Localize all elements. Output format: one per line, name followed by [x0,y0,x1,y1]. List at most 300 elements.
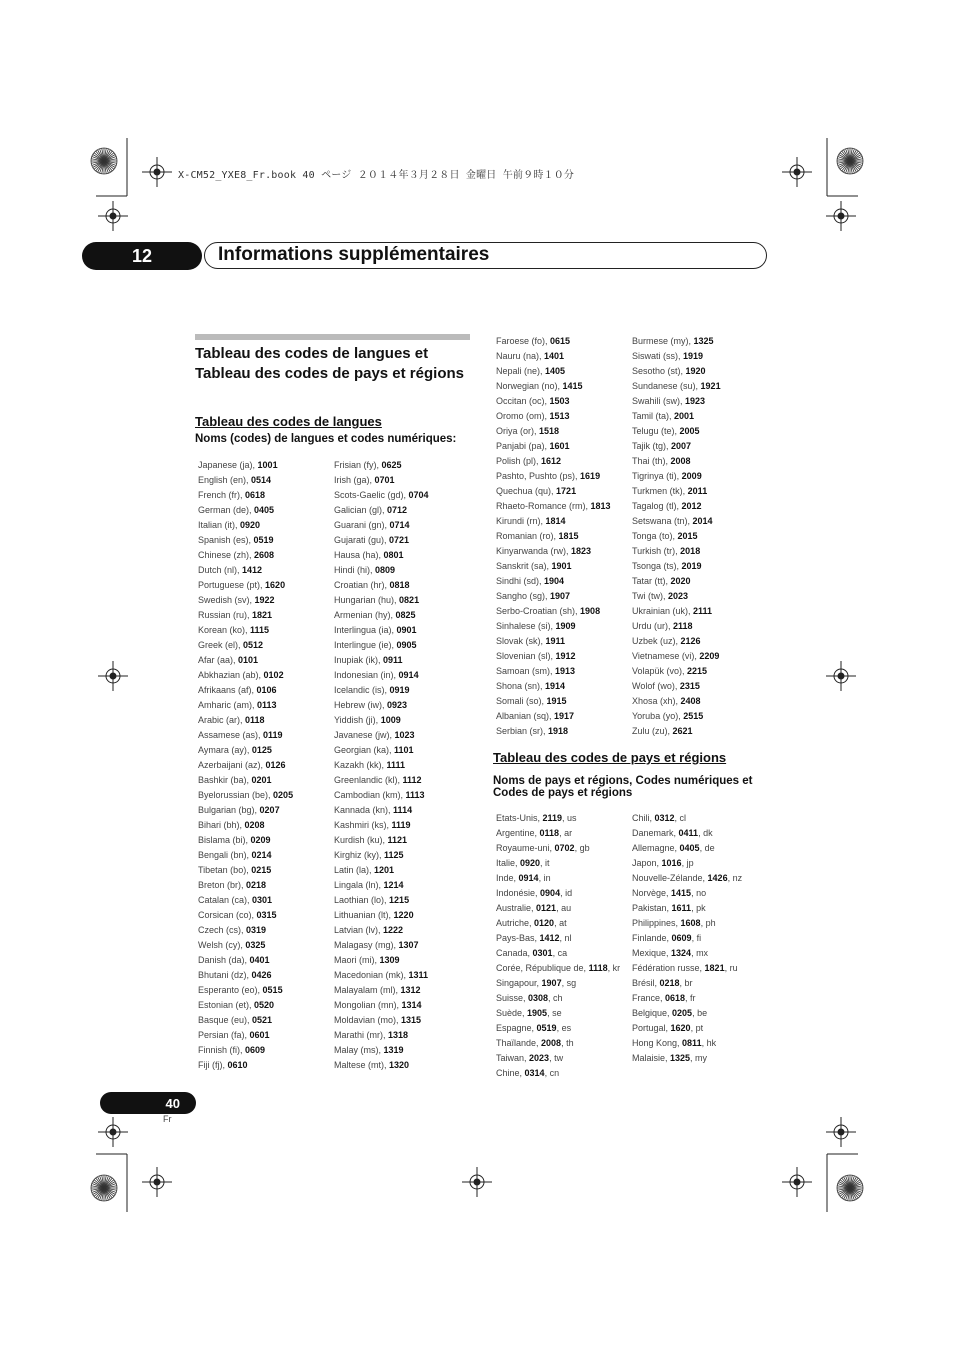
language-item [198,863,293,878]
language-item-label: Lithuanian (lt), [334,910,394,920]
country-item-code: 0920 [520,858,541,868]
language-item [198,923,293,938]
language-item-label: Welsh (cy), [198,940,246,950]
language-item-label: Wolof (wo), [632,681,680,691]
language-item-code: 2008 [670,456,691,466]
language-item-label: Norwegian (no), [496,381,563,391]
language-item [198,743,293,758]
language-item [632,409,721,424]
language-item-label: Yoruba (yo), [632,711,684,721]
language-item-code: 0704 [408,490,429,500]
language-item-label: Hungarian (hu), [334,595,400,605]
language-item [334,488,429,503]
language-item-label: Malay (ms), [334,1045,384,1055]
language-item [496,499,611,514]
country-item-abbr: , ar [559,828,573,838]
language-item-code: 1113 [405,790,425,800]
language-item [496,589,611,604]
country-item-code: 1905 [527,1008,548,1018]
country-item [632,886,742,901]
language-item [632,694,721,709]
language-item [334,743,429,758]
chapter-title: Informations supplémentaires [218,244,490,265]
language-item [334,713,429,728]
country-item-label: Finlande, [632,933,672,943]
language-item [632,514,721,529]
country-item-abbr: , it [540,858,550,868]
language-item-code: 0625 [381,460,402,470]
language-item-label: Turkish (tr), [632,546,681,556]
registration-crosshair-icon [98,1117,128,1147]
language-item-label: Marathi (mr), [334,1030,388,1040]
language-item [334,758,429,773]
language-item-label: Kashmiri (ks), [334,820,392,830]
language-item-label: Bashkir (ba), [198,775,252,785]
language-item-code: 1214 [383,880,404,890]
country-item [632,856,742,871]
language-item-code: 1415 [562,381,583,391]
language-item-code: 0618 [245,490,266,500]
language-item-label: Sindhi (sd), [496,576,545,586]
language-item-label: Hausa (ha), [334,550,384,560]
language-item-label: Dutch (nl), [198,565,243,575]
country-item-abbr: , cn [544,1068,560,1078]
language-item-label: Turkmen (tk), [632,486,688,496]
language-item-label: Telugu (te), [632,426,680,436]
language-item-label: Serbian (sr), [496,726,549,736]
language-item-code: 1309 [379,955,400,965]
language-item-label: Setswana (tn), [632,516,693,526]
page-language: Fr [163,1114,172,1124]
country-list-col2 [632,811,742,1066]
country-item-code: 2008 [541,1038,562,1048]
language-item [496,634,611,649]
language-item-code: 1918 [548,726,569,736]
country-item-label: Norvège, [632,888,672,898]
language-item-label: Catalan (ca), [198,895,253,905]
language-item [632,424,721,439]
language-item [198,818,293,833]
language-item-code: 1919 [683,351,704,361]
language-item-code: 0615 [550,336,571,346]
language-item-code: 0609 [245,1045,266,1055]
country-item [496,841,620,856]
language-item-code: 0301 [252,895,273,905]
language-item [632,679,721,694]
language-item [334,1013,429,1028]
language-item-code: 1913 [555,666,576,676]
language-item-code: 1114 [393,805,413,815]
language-item-label: Chinese (zh), [198,550,255,560]
registration-sunburst-icon [837,148,863,174]
language-item-code: 0101 [238,655,259,665]
language-item-label: Pashto, Pushto (ps), [496,471,581,481]
country-item [632,841,742,856]
page-number: 40 [100,1092,196,1114]
country-item [632,961,742,976]
country-item-code: 0904 [540,888,561,898]
country-item-abbr: , de [699,843,715,853]
country-item [632,991,742,1006]
language-item-label: Japanese (ja), [198,460,258,470]
language-item-code: 0215 [251,865,272,875]
language-item-code: 2007 [671,441,692,451]
language-item [632,589,721,604]
language-item-code: 0113 [257,700,277,710]
language-item-code: 2408 [680,696,701,706]
country-item-code: 0301 [532,948,553,958]
language-item [632,664,721,679]
language-item-label: Galician (gl), [334,505,388,515]
language-item-code: 1405 [545,366,566,376]
language-item [632,379,721,394]
country-item-label: Canada, [496,948,533,958]
language-item-label: Occitan (oc), [496,396,550,406]
language-item-code: 1518 [539,426,560,436]
language-item-label: Uzbek (uz), [632,636,681,646]
language-list-col1 [198,458,293,1073]
language-item-code: 0426 [251,970,272,980]
language-item-label: Hebrew (iw), [334,700,388,710]
registration-crosshair-icon [462,1167,492,1197]
language-item [496,394,611,409]
country-item [496,946,620,961]
language-item-code: 1121 [387,835,408,845]
language-item [496,454,611,469]
language-item-code: 1911 [545,636,566,646]
country-item [632,871,742,886]
language-item-code: 2215 [687,666,708,676]
language-item-label: Bengali (bn), [198,850,252,860]
language-item-label: Siswati (ss), [632,351,684,361]
language-item-code: 0801 [383,550,404,560]
language-item-label: Amharic (am), [198,700,258,710]
language-item [334,893,429,908]
language-list-col3 [496,334,611,739]
language-item-label: Interlingue (ie), [334,640,397,650]
language-item [334,878,429,893]
language-item [334,638,429,653]
language-item-label: Panjabi (pa), [496,441,550,451]
language-item-code: 2018 [680,546,701,556]
language-item-code: 0919 [389,685,410,695]
language-item-label: Russian (ru), [198,610,253,620]
language-item [334,908,429,923]
language-item [334,818,429,833]
country-item [496,901,620,916]
language-item-label: Inupiak (ik), [334,655,384,665]
language-item [198,893,293,908]
language-item-code: 1601 [549,441,570,451]
country-item-abbr: , se [547,1008,562,1018]
language-item-code: 1901 [551,561,572,571]
country-item-abbr: , in [538,873,551,883]
country-item-label: Japon, [632,858,662,868]
language-item-label: Swedish (sv), [198,595,255,605]
language-item-code: 1315 [401,1015,422,1025]
language-item [198,623,293,638]
language-item [334,1058,429,1073]
language-item-label: Tibetan (bo), [198,865,252,875]
language-item-label: Afar (aa), [198,655,239,665]
language-item-label: Vietnamese (vi), [632,651,700,661]
language-item-code: 1215 [389,895,410,905]
language-item [496,664,611,679]
language-item [496,379,611,394]
country-item [496,1051,620,1066]
language-item-code: 2111 [693,606,713,616]
language-item-label: Kirundi (rn), [496,516,546,526]
language-item-code: 0825 [395,610,416,620]
language-item-label: Guarani (gn), [334,520,390,530]
country-item-abbr: , nz [727,873,743,883]
country-item [496,976,620,991]
language-item [496,439,611,454]
language-item-code: 1914 [545,681,566,691]
language-item-code: 0905 [396,640,417,650]
language-item-code: 2209 [699,651,720,661]
language-item [198,758,293,773]
country-item-abbr: , dk [698,828,713,838]
country-list-col1 [496,811,620,1081]
language-item-code: 1320 [389,1060,410,1070]
language-item-code: 1923 [685,396,706,406]
language-item [334,968,429,983]
language-item-code: 1314 [401,1000,422,1010]
language-item [632,544,721,559]
country-item-code: 0405 [679,843,700,853]
country-item-code: 0519 [536,1023,557,1033]
country-item-abbr: , hk [701,1038,717,1048]
language-item [496,574,611,589]
language-item-code: 1908 [580,606,601,616]
country-item-abbr: , ch [548,993,563,1003]
language-item-code: 1921 [700,381,721,391]
country-item-label: Inde, [496,873,519,883]
language-item-code: 0714 [389,520,410,530]
language-item-label: Czech (cs), [198,925,247,935]
language-item-code: 0519 [253,535,274,545]
language-item-label: Scots-Gaelic (gd), [334,490,409,500]
country-item-code: 0618 [665,993,686,1003]
country-item [496,871,620,886]
language-item-code: 0520 [254,1000,275,1010]
language-item-code: 1023 [394,730,415,740]
language-item [496,649,611,664]
language-item-code: 1922 [254,595,275,605]
country-item-abbr: , nl [559,933,572,943]
language-item-label: Xhosa (xh), [632,696,681,706]
country-item-code: 0411 [678,828,699,838]
language-item-code: 1619 [580,471,601,481]
country-item-code: 0609 [671,933,692,943]
language-item [496,694,611,709]
country-item-label: Australie, [496,903,537,913]
language-item [198,533,293,548]
country-item-label: Singapour, [496,978,542,988]
country-item [632,931,742,946]
language-item-label: Cambodian (km), [334,790,406,800]
language-item-code: 0201 [251,775,272,785]
language-item-label: Sinhalese (si), [496,621,556,631]
language-item-label: Slovak (sk), [496,636,546,646]
language-item-code: 0923 [387,700,408,710]
language-item-label: Byelorussian (be), [198,790,274,800]
language-item [334,593,429,608]
countries-description: Noms de pays et régions, Codes numériques et Codes de pays et régions [493,775,753,799]
country-item-code: 1907 [541,978,562,988]
language-item-code: 1401 [544,351,565,361]
language-item-code: 1115 [250,625,270,635]
country-item-label: Thaïlande, [496,1038,542,1048]
country-item-code: 2119 [542,813,563,823]
language-item-label: Icelandic (is), [334,685,390,695]
language-item [632,604,721,619]
language-item-code: 0515 [262,985,283,995]
language-item-code: 1222 [383,925,404,935]
language-item-label: Esperanto (eo), [198,985,263,995]
language-item-code: 1721 [556,486,577,496]
language-item-label: Sangho (sg), [496,591,551,601]
country-item-code: 0702 [554,843,575,853]
language-item [198,608,293,623]
country-item-abbr: , be [692,1008,708,1018]
language-item-label: Moldavian (mo), [334,1015,402,1025]
country-item-abbr: , id [560,888,573,898]
language-item-label: Georgian (ka), [334,745,395,755]
country-item-code: 1611 [671,903,692,913]
language-item-label: Burmese (my), [632,336,694,346]
language-item-code: 0126 [265,760,286,770]
language-item-code: 0102 [263,670,284,680]
language-item [496,604,611,619]
language-item [632,364,721,379]
language-item-label: Somali (so), [496,696,547,706]
language-item-code: 1912 [555,651,576,661]
country-item-abbr: , jp [681,858,694,868]
language-item-code: 0401 [249,955,270,965]
language-item [334,503,429,518]
country-item-code: 0914 [518,873,539,883]
section-divider [195,334,470,340]
language-item-label: Latvian (lv), [334,925,384,935]
language-item [198,1028,293,1043]
language-item [334,938,429,953]
language-item-label: Javanese (jw), [334,730,395,740]
language-item-code: 0809 [375,565,396,575]
language-item [198,548,293,563]
country-item-label: Chili, [632,813,655,823]
language-item-code: 2009 [681,471,702,481]
country-item-label: Corée, République de, [496,963,589,973]
country-item-abbr: , pk [691,903,706,913]
language-item-label: Gujarati (gu), [334,535,390,545]
language-item [198,848,293,863]
language-item-code: 1111 [386,760,406,770]
language-item-label: Volapük (vo), [632,666,688,676]
language-item-label: Bulgarian (bg), [198,805,260,815]
language-item [198,503,293,518]
language-item-label: Urdu (ur), [632,621,674,631]
country-item-label: Allemagne, [632,843,680,853]
language-item-label: Swahili (sw), [632,396,686,406]
language-item-code: 0512 [243,640,264,650]
country-item-label: Nouvelle-Zélande, [632,873,708,883]
language-item [198,668,293,683]
language-item-label: Tatar (tt), [632,576,671,586]
language-item [334,608,429,623]
language-item [632,559,721,574]
language-item [334,623,429,638]
language-item [496,559,611,574]
language-item-label: Greenlandic (kl), [334,775,403,785]
language-item [496,529,611,544]
language-item [334,788,429,803]
language-item [334,563,429,578]
country-item-label: Royaume-uni, [496,843,555,853]
language-item-label: Albanian (sq), [496,711,555,721]
language-item-label: Armenian (hy), [334,610,396,620]
language-item [496,364,611,379]
country-item-code: 1324 [671,948,692,958]
language-item [334,803,429,818]
country-item [496,1066,620,1081]
language-item [334,683,429,698]
language-item-code: 2515 [683,711,704,721]
language-item [334,848,429,863]
language-item-code: 0207 [259,805,280,815]
language-item [632,634,721,649]
language-item [632,394,721,409]
language-item-label: Rhaeto-Romance (rm), [496,501,591,511]
language-item-code: 2126 [680,636,701,646]
language-item [198,578,293,593]
language-item-code: 1125 [384,850,404,860]
language-item-label: Italian (it), [198,520,241,530]
language-item-label: Lingala (ln), [334,880,384,890]
language-item-label: Tagalog (tl), [632,501,682,511]
language-item [496,334,611,349]
language-item-label: Kannada (kn), [334,805,394,815]
language-item-code: 0920 [240,520,261,530]
registration-crosshair-icon [98,661,128,691]
language-item-code: 0721 [389,535,410,545]
country-item [632,826,742,841]
language-item-label: Malagasy (mg), [334,940,399,950]
registration-crosshair-icon [142,1167,172,1197]
country-item-label: Taiwan, [496,1053,530,1063]
language-item-label: Portuguese (pt), [198,580,266,590]
country-item-abbr: , br [679,978,693,988]
registration-crosshair-icon [826,1117,856,1147]
country-item-abbr: , au [556,903,572,913]
country-item-code: 0118 [539,828,560,838]
registration-crosshair-icon [142,157,172,187]
language-item [632,574,721,589]
country-item [496,916,620,931]
language-item [334,953,429,968]
language-item-code: 1823 [571,546,592,556]
country-item-code: 1118 [588,963,608,973]
language-item-label: Romanian (ro), [496,531,559,541]
language-item-code: 1907 [550,591,571,601]
language-item [334,473,429,488]
country-item-label: Suède, [496,1008,528,1018]
language-item [632,724,721,739]
language-item-label: Persian (fa), [198,1030,250,1040]
language-item-code: 2015 [677,531,698,541]
language-item [496,484,611,499]
